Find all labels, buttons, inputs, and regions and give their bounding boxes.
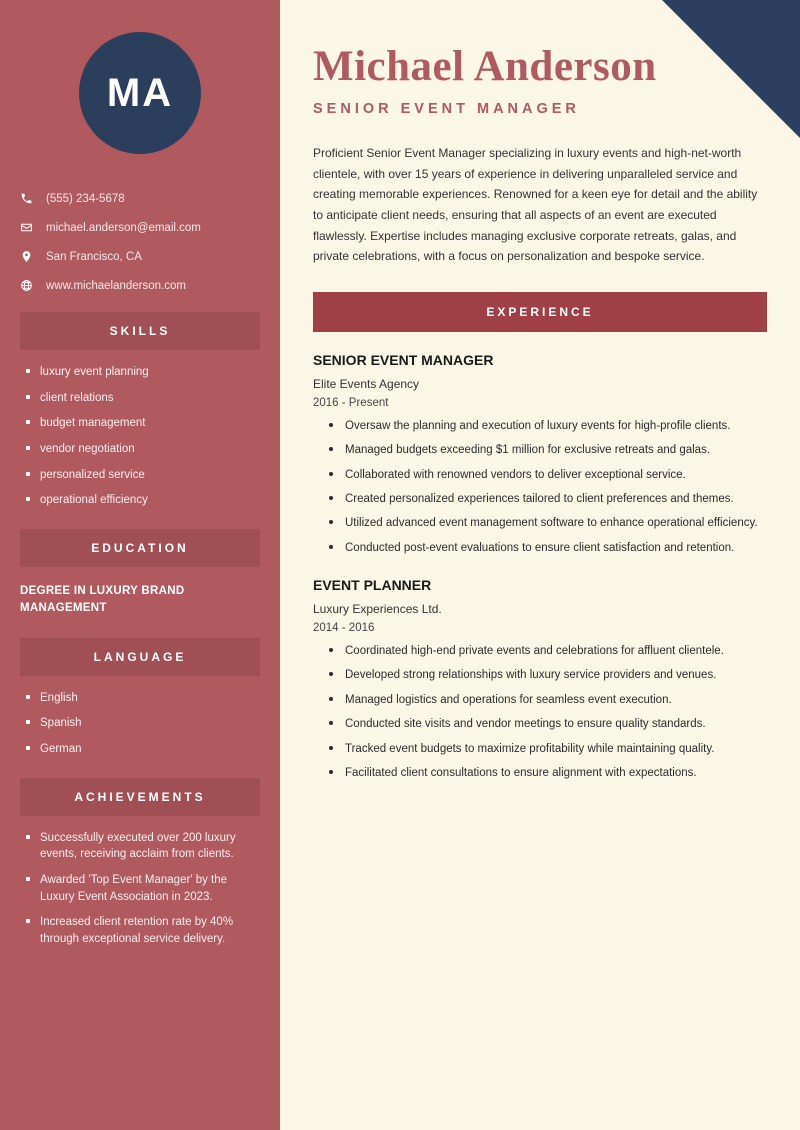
avatar-container [0,0,280,154]
page-title: Michael Anderson [313,43,657,90]
list-item: operational efficiency [26,492,258,509]
main-content [280,0,800,1130]
location-pin-icon [20,250,42,263]
achievements-list [0,830,280,948]
language-list [0,690,280,758]
contact-email-text: michael.anderson@email.com [46,221,201,234]
experience-heading: EXPERIENCE [313,292,767,332]
profile-summary: Proficient Senior Event Manager specializing in luxury events and high-net-worth clientele, with over 15 years of experience in delivering unparalleled service and creating memorable experiences. Renowned for a keen eye for detail and the ability to anticipate client needs, ensuring that all aspects of an event are executed flawlessly. Expertise includes managing exclusive corporate retreats, galas, and private celebrations, with a focus on personalization and bespoke service. [313,146,758,264]
list-item: personalized service [26,467,258,484]
phone-icon [20,192,42,205]
list-item: Managed logistics and operations for seamless event execution. [329,691,767,709]
job-company: Luxury Experiences Ltd. [313,602,442,617]
list-item: Conducted post-event evaluations to ensure client satisfaction and retention. [329,539,767,557]
education-block [0,567,280,618]
skills-list [0,364,280,509]
list-item: Managed budgets exceeding $1 million for exclusive retreats and galas. [329,441,767,459]
list-item: vendor negotiation [26,441,258,458]
contact-item-location [20,250,260,263]
list-item: German [26,741,258,758]
sidebar [0,0,280,1130]
list-item: Utilized advanced event management software to enhance operational efficiency. [329,514,767,532]
job-title: SENIOR EVENT MANAGER [313,351,494,368]
contact-phone-text: (555) 234-5678 [46,192,125,205]
job-role-subtitle: SENIOR EVENT MANAGER [313,101,580,117]
achievements-heading: ACHIEVEMENTS [20,778,260,816]
list-item: Spanish [26,715,258,732]
education-degree: DEGREE IN LUXURY BRAND MANAGEMENT [20,585,185,615]
contact-location-text: San Francisco, CA [46,250,142,263]
list-item: Awarded 'Top Event Manager' by the Luxury Event Association in 2023. [26,872,258,905]
experience-entry [313,577,767,782]
job-bullets [313,642,767,782]
job-dates: 2014 - 2016 [313,622,375,635]
list-item: Coordinated high-end private events and celebrations for affluent clientele. [329,642,767,660]
list-item: client relations [26,390,258,407]
job-bullets [313,417,767,557]
globe-icon [20,279,42,292]
list-item: Created personalized experiences tailored to client preferences and themes. [329,490,767,508]
list-item: Facilitated client consultations to ensure alignment with expectations. [329,764,767,782]
skills-heading: SKILLS [20,312,260,350]
job-company: Elite Events Agency [313,376,420,391]
experience-entry [313,352,767,557]
avatar: MA [79,32,201,154]
envelope-icon [20,221,42,234]
job-title: EVENT PLANNER [313,577,432,594]
contact-item-phone [20,192,260,205]
list-item: Tracked event budgets to maximize profitability while maintaining quality. [329,740,767,758]
list-item: luxury event planning [26,364,258,381]
education-heading: EDUCATION [20,529,260,567]
language-heading: LANGUAGE [20,638,260,676]
list-item: Increased client retention rate by 40% through exceptional service delivery. [26,914,258,947]
list-item: English [26,690,258,707]
contact-list [0,192,280,292]
list-item: Oversaw the planning and execution of luxury events for high-profile clients. [329,417,767,435]
list-item: Successfully executed over 200 luxury events, receiving acclaim from clients. [26,830,258,863]
list-item: Developed strong relationships with luxury service providers and venues. [329,666,767,684]
contact-item-email [20,221,260,234]
contact-website-text: www.michaelanderson.com [46,279,186,292]
contact-item-website [20,279,260,292]
list-item: budget management [26,415,258,432]
list-item: Conducted site visits and vendor meetings to ensure quality standards. [329,715,767,733]
job-dates: 2016 - Present [313,396,389,409]
list-item: Collaborated with renowned vendors to deliver exceptional service. [329,466,767,484]
